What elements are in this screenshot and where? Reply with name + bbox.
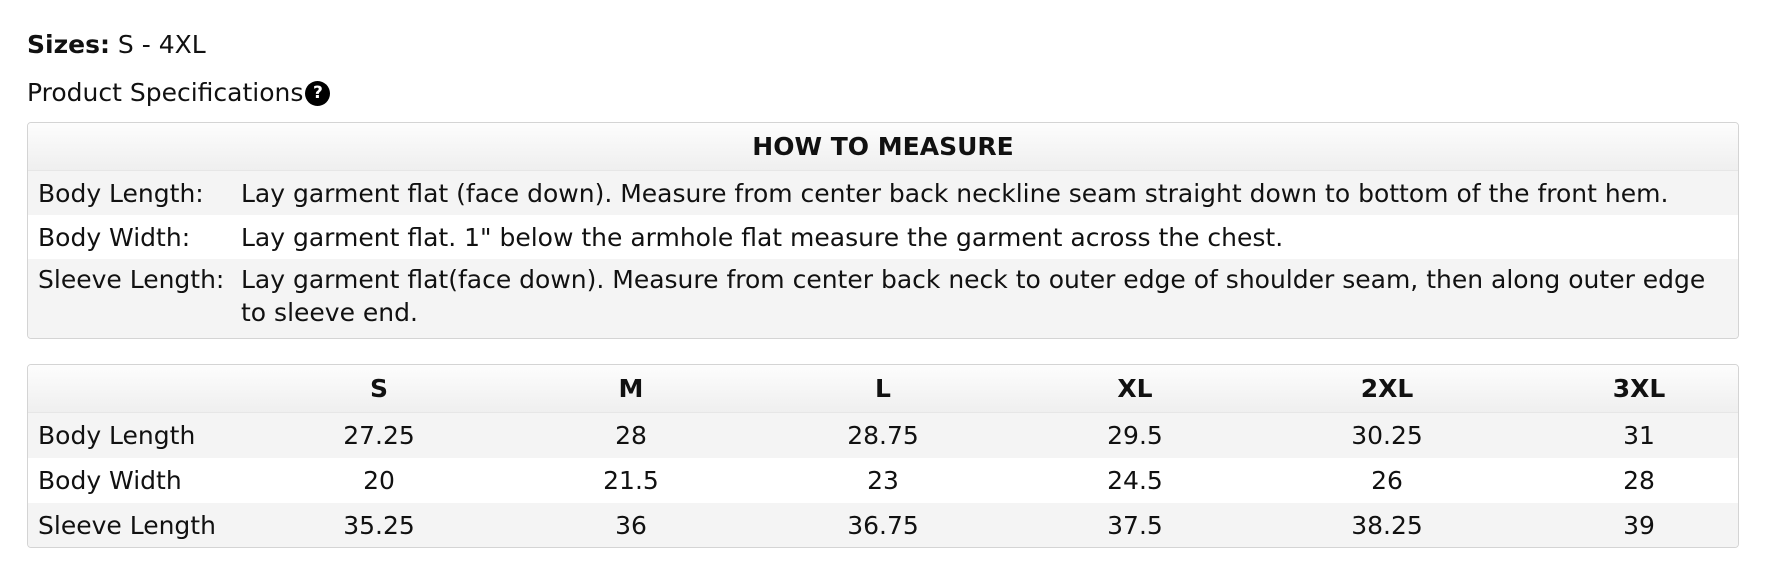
product-specifications-heading <box>27 75 330 111</box>
table-cell: 28 <box>1623 466 1655 495</box>
row-label: Sleeve Length <box>38 511 216 540</box>
sizes-line <box>27 27 206 63</box>
table-cell: 26 <box>1371 466 1403 495</box>
measure-instruction: Lay garment flat (face down). Measure from center back neckline seam straight down to bottom of the front hem. <box>241 178 1669 208</box>
measure-instruction: Lay garment flat(face down). Measure from center back neck to outer edge of shoulder seam, then along outer edge to sleeve end. <box>241 265 1706 327</box>
measure-row-body-length <box>28 171 1738 215</box>
table-cell: 39 <box>1623 511 1655 540</box>
table-cell: 28.75 <box>847 421 919 450</box>
size-column-header: L <box>875 374 891 403</box>
table-row <box>28 503 1738 548</box>
sizes-label: Sizes: <box>27 30 110 59</box>
table-cell: 30.25 <box>1351 421 1423 450</box>
table-cell: 24.5 <box>1107 466 1163 495</box>
size-chart-header-row <box>28 365 1738 413</box>
table-cell: 23 <box>867 466 899 495</box>
size-column-header: XL <box>1117 374 1153 403</box>
table-cell: 27.25 <box>343 421 415 450</box>
table-cell: 38.25 <box>1351 511 1423 540</box>
measure-instruction: Lay garment flat. 1" below the armhole flat measure the garment across the chest. <box>241 222 1284 252</box>
table-cell: 31 <box>1623 421 1655 450</box>
size-column-header: 2XL <box>1360 374 1414 403</box>
size-chart-table <box>27 364 1739 548</box>
measure-key: Sleeve Length: <box>38 265 225 294</box>
row-label: Body Length <box>38 421 196 450</box>
measure-row-body-width <box>28 215 1738 259</box>
size-column-header: M <box>618 374 644 403</box>
table-cell: 29.5 <box>1107 421 1163 450</box>
measure-row-sleeve-length <box>28 259 1738 339</box>
table-row <box>28 413 1738 458</box>
table-cell: 36 <box>615 511 647 540</box>
table-cell: 21.5 <box>603 466 659 495</box>
question-circle-icon[interactable]: ? <box>305 81 330 106</box>
measure-key: Body Length: <box>38 178 204 208</box>
table-cell: 36.75 <box>847 511 919 540</box>
table-row <box>28 458 1738 503</box>
table-cell: 35.25 <box>343 511 415 540</box>
table-cell: 20 <box>363 466 395 495</box>
size-column-header: S <box>369 374 388 403</box>
how-to-measure-header: HOW TO MEASURE <box>28 123 1738 171</box>
row-label: Body Width <box>38 466 182 495</box>
table-cell: 28 <box>615 421 647 450</box>
how-to-measure-table <box>27 122 1739 339</box>
specs-title-text: Product Specifications <box>27 78 304 107</box>
measure-key: Body Width: <box>38 222 191 252</box>
sizes-value: S - 4XL <box>117 30 206 59</box>
table-cell: 37.5 <box>1107 511 1163 540</box>
size-column-header: 3XL <box>1612 374 1666 403</box>
